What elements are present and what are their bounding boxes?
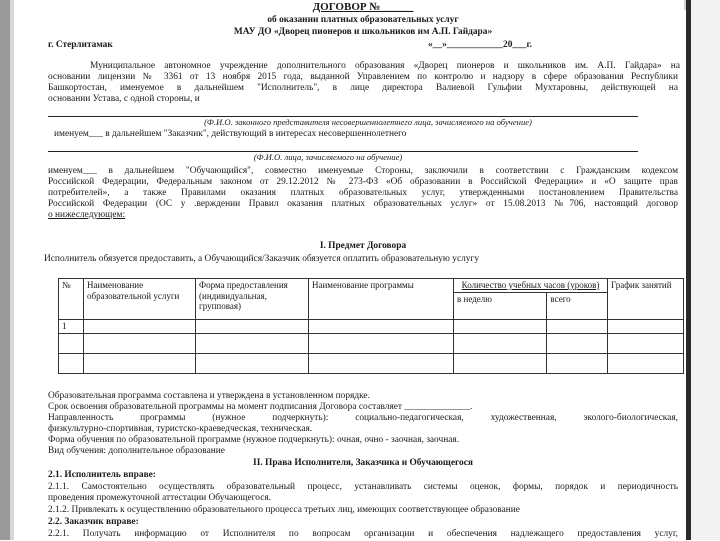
parties-line-4: Российской Федерации (ОС у .верждении Правил оказания платных образовательных услуг» от 15.08.2013 №706, настоящий договор [48, 199, 678, 209]
table-cell [608, 319, 684, 333]
clause-2-2-1: 2.2.1. Получать информацию от Исполнителя по вопросам организации и обеспечения надлежащего предоставления услуг, [48, 529, 678, 539]
services-table [58, 278, 684, 374]
intro-line-1: Муниципальное автономное учреждение дополнительного образования «Дворец пионеров и школьников им. А.П. Гайдара» на [90, 61, 680, 71]
document-title: ДОГОВОР №______ [312, 2, 414, 13]
table-cell [309, 319, 454, 333]
caption-student: (Ф.И.О. лица, зачисляемого на обучение) [253, 152, 403, 162]
header-schedule: График занятий [608, 279, 684, 320]
header-program: Наименование программы [309, 279, 454, 320]
header-num: № [59, 279, 84, 320]
row-1-num: 1 [59, 319, 84, 333]
intro-line-4: основании Устава, с одной стороны, и [48, 94, 200, 104]
intro-line-3: Башкортостан, именуемое в дальнейшем "Исполнитель", в лице директора Валиевой Гульфии Мухтаровны, действующей на [48, 83, 678, 93]
header-per-week: в неделю [454, 292, 547, 319]
program-line-2: Срок освоения образовательной программы на момент подписания Договора составляет ______________. [48, 402, 473, 412]
header-total: всего [547, 292, 608, 319]
header-hours: Количество учебных часов (уроков) [454, 279, 608, 293]
parties-line-3: потребителей», а также Правилами оказания платных образовательных услуг, утвержденными постановлением Правительства [48, 188, 678, 198]
clause-2-1-1-line-1: 2.1.1. Самостоятельно осуществлять образовательный процесс, устанавливать системы оценок, формы, порядок и периодичность [48, 482, 678, 492]
parties-line-5: о нижеследующем: [48, 210, 126, 220]
table-cell [196, 353, 309, 373]
customer-designation-line: именуем___ в дальнейшем "Заказчик", действующий в интересах несовершеннолетнего [54, 129, 407, 139]
program-line-1: Образовательная программа составлена и утверждена в установленном порядке. [48, 391, 370, 401]
table-cell [59, 333, 84, 353]
table-cell [84, 353, 196, 373]
table-cell [547, 333, 608, 353]
date-field: «__»____________20___г. [428, 40, 532, 50]
city-label: г. Стерлитамак [48, 40, 113, 50]
caption-legal-representative: (Ф.И.О. законного представителя несовершеннолетнего лица, зачисляемого на обучение) [204, 117, 532, 127]
section-2-heading: II. Права Исполнителя, Заказчика и Обучающегося [253, 458, 473, 468]
right-border-shade [691, 0, 720, 540]
program-line-5: Форма обучения по образовательной программе (нужное подчеркнуть): очная, очно - заочная, заочная. [48, 435, 460, 445]
table-row [59, 333, 684, 353]
table-row [59, 319, 684, 333]
section-2-1-heading: 2.1. Исполнитель вправе: [48, 470, 156, 480]
table-cell [84, 333, 196, 353]
left-border-bar [0, 0, 10, 540]
section-1-heading: I. Предмет Договора [319, 241, 407, 251]
left-border-shade [10, 0, 14, 540]
table-cell [454, 319, 547, 333]
document-subtitle: об оказании платных образовательных услуг [267, 15, 459, 25]
program-line-4: физкультурно-спортивная, туристско-краеведческая, техническая. [48, 424, 313, 434]
table-cell [309, 353, 454, 373]
program-line-6: Вид обучения: дополнительное образование [48, 446, 225, 456]
parties-line-1: именуем___ в дальнейшем "Обучающийся", совместно именуемые Стороны, заключили в соответствии с Гражданским кодексом [48, 166, 678, 176]
contract-document [44, 0, 680, 540]
table-cell [454, 353, 547, 373]
table-cell [84, 319, 196, 333]
table-row [59, 353, 684, 373]
table-cell [547, 319, 608, 333]
table-cell [196, 333, 309, 353]
intro-line-2: основании лицензии № 3361 от 13 ноября 2015 года, выданной Управлением по контролю и надзору в сфере образования Республики [48, 72, 678, 82]
table-header-row [59, 279, 684, 293]
clause-2-1-2: 2.1.2. Привлекать к осуществлению образовательного процесса третьих лиц, имеющих соответствующее образование [48, 505, 520, 515]
table-cell [608, 333, 684, 353]
table-cell [309, 333, 454, 353]
organization-line: МАУ ДО «Дворец пионеров и школьников им А.П. Гайдара» [233, 27, 493, 37]
table-cell [608, 353, 684, 373]
table-cell [547, 353, 608, 373]
table-cell [454, 333, 547, 353]
section-2-2-heading: 2.2. Заказчик вправе: [48, 517, 139, 527]
section-1-text: Исполнитель обязуется предоставить, а Обучающийся/Заказчик обязуется оплатить образовательную услугу [44, 254, 480, 264]
header-form: Форма предоставления (индивидуальная, групповая) [196, 279, 309, 320]
program-line-3: Направленность программы (нужное подчеркнуть): социально-педагогическая, художественная, эколого-биологическая, [48, 413, 678, 423]
table-cell [59, 353, 84, 373]
clause-2-1-1-line-2: проведения промежуточной аттестации Обучающегося. [48, 493, 272, 503]
parties-line-2: Российской Федерации, Федеральным законом от 29.12.2012 № 273-ФЗ «Об образовании в Российской Федерации» и «О защите прав [48, 177, 678, 187]
table-cell [196, 319, 309, 333]
header-service: Наименование образовательной услуги [84, 279, 196, 320]
